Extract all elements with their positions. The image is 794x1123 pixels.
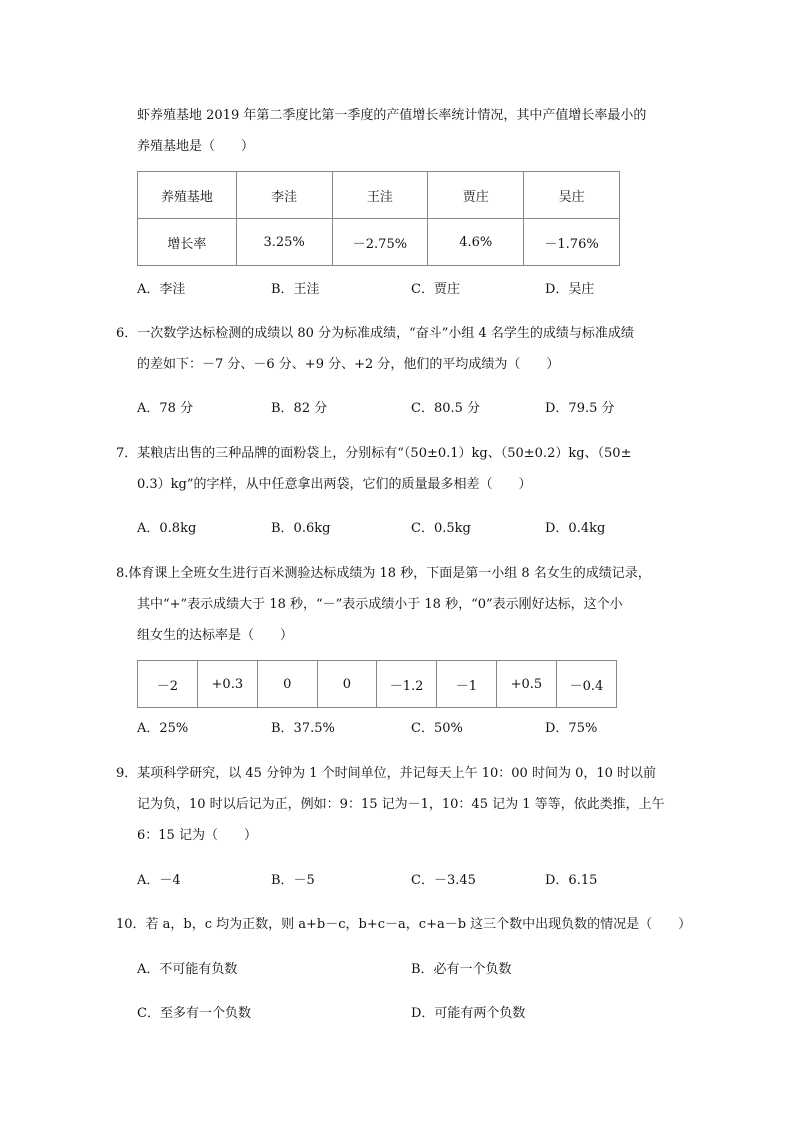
q5-option-c[interactable]: C．贾庄: [411, 282, 460, 297]
q7-text-line2: 0.3）kg”的字样，从中任意拿出两袋，它们的质量最多相差（ ）: [137, 477, 532, 492]
q6-option-c[interactable]: C．80.5 分: [411, 401, 481, 416]
q5-option-d[interactable]: D．吴庄: [545, 282, 595, 297]
q8-option-d[interactable]: D．75%: [545, 721, 598, 736]
q6-text-line2: 的差如下：－7 分、－6 分、+9 分、+2 分，他们的平均成绩为（ ）: [137, 357, 560, 372]
q8-text-line3: 组女生的达标率是（ ）: [137, 628, 294, 643]
q8-option-c[interactable]: C．50%: [411, 721, 463, 736]
q8-score-cell: +0.5: [496, 661, 556, 708]
q5-row-cell: －1.76%: [524, 219, 620, 266]
q5-header-cell: 贾庄: [428, 172, 524, 219]
q8-text-line1: 8.体育课上全班女生进行百米测验达标成绩为 18 秒，下面是第一小组 8 名女生的成绩记录，: [116, 566, 651, 581]
q5-text-line2: 养殖基地是（ ）: [137, 139, 255, 154]
q10-option-d[interactable]: D．可能有两个负数: [411, 1006, 526, 1021]
q5-table: [137, 171, 620, 266]
q8-score-cell: －1: [437, 661, 497, 708]
q5-header-cell: 李洼: [236, 172, 332, 219]
q7-option-a[interactable]: A．0.8kg: [137, 521, 197, 536]
q9-option-a[interactable]: A．－4: [137, 873, 181, 888]
q10-text-line1: 10．若 a，b，c 均为正数，则 a+b－c，b+c－a，c+a－b 这三个数中出现负数的情况是（ ）: [116, 917, 692, 932]
q6-text-line1: 6．一次数学达标检测的成绩以 80 分为标准成绩，“奋斗”小组 4 名学生的成绩与标准成绩: [116, 326, 634, 341]
q5-row-cell: －2.75%: [332, 219, 428, 266]
q8-score-cell: +0.3: [197, 661, 257, 708]
q7-text-line1: 7．某粮店出售的三种品牌的面粉袋上，分别标有“（50±0.1）kg、（50±0.2）kg、（50±: [116, 446, 632, 461]
q5-row-cell: 增长率: [138, 219, 237, 266]
q7-option-d[interactable]: D．0.4kg: [545, 521, 606, 536]
q8-score-cell: －2: [138, 661, 198, 708]
q9-option-c[interactable]: C．－3.45: [411, 873, 476, 888]
q9-text-line3: 6：15 记为（ ）: [137, 828, 257, 843]
q8-score-cell: －1.2: [377, 661, 437, 708]
q8-option-b[interactable]: B．37.5%: [271, 721, 335, 736]
q8-score-cell: 0: [317, 661, 377, 708]
q5-text-line1: 虾养殖基地 2019 年第二季度比第一季度的产值增长率统计情况，其中产值增长率最小的: [137, 108, 647, 123]
q9-text-line1: 9．某项科学研究，以 45 分钟为 1 个时间单位，并记每天上午 10：00 时间为 0，10 时以前: [116, 766, 657, 781]
q8-score-cell: －0.4: [556, 661, 616, 708]
q10-option-a[interactable]: A．不可能有负数: [137, 962, 238, 977]
q5-row-cell: 4.6%: [428, 219, 524, 266]
q8-score-cell: 0: [257, 661, 317, 708]
q9-text-line2: 记为负，10 时以后记为正，例如：9：15 记为－1，10：45 记为 1 等等，依此类推，上午: [137, 797, 665, 812]
q5-header-cell: 王洼: [332, 172, 428, 219]
q5-header-cell: 养殖基地: [138, 172, 237, 219]
q10-option-c[interactable]: C．至多有一个负数: [137, 1006, 251, 1021]
q8-text-line2: 其中“+”表示成绩大于 18 秒，“－”表示成绩小于 18 秒，“0”表示刚好达标，这个小: [137, 597, 623, 612]
q6-option-d[interactable]: D．79.5 分: [545, 401, 615, 416]
q7-option-c[interactable]: C．0.5kg: [411, 521, 471, 536]
q9-option-b[interactable]: B．－5: [271, 873, 315, 888]
q5-option-b[interactable]: B．王洼: [271, 282, 320, 297]
q6-option-a[interactable]: A．78 分: [137, 401, 194, 416]
q5-header-cell: 吴庄: [524, 172, 620, 219]
q5-row-cell: 3.25%: [236, 219, 332, 266]
q8-score-table: [137, 660, 617, 708]
q6-option-b[interactable]: B．82 分: [271, 401, 328, 416]
q9-option-d[interactable]: D．6.15: [545, 873, 598, 888]
q8-option-a[interactable]: A．25%: [137, 721, 189, 736]
q5-option-a[interactable]: A．李洼: [137, 282, 186, 297]
q10-option-b[interactable]: B．必有一个负数: [411, 962, 512, 977]
q7-option-b[interactable]: B．0.6kg: [271, 521, 331, 536]
